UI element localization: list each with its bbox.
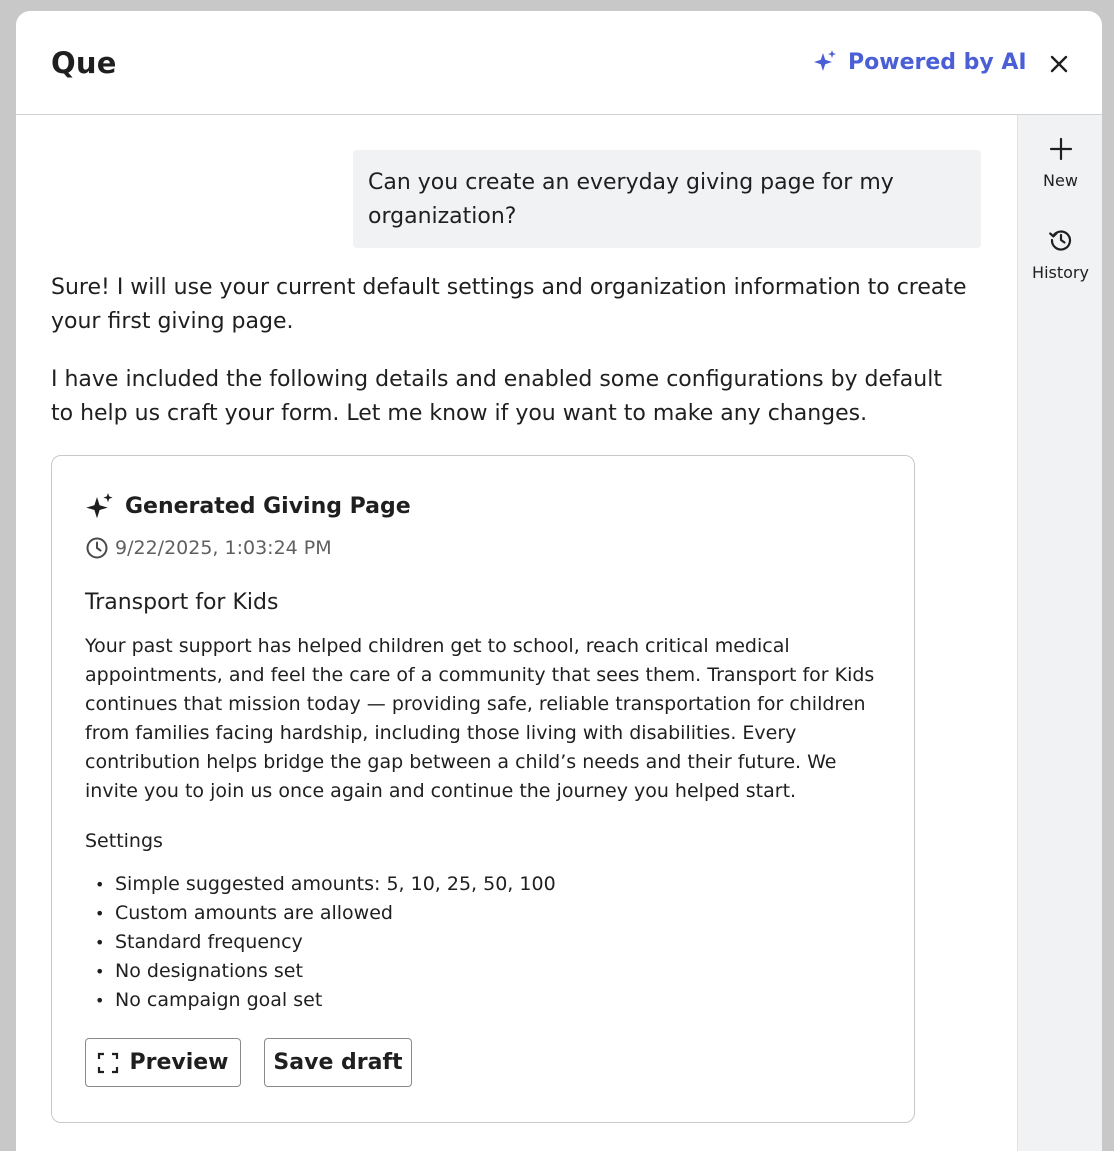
panel-title: Que bbox=[51, 46, 117, 80]
card-heading bbox=[85, 492, 411, 520]
card-heading-label: Generated Giving Page bbox=[125, 493, 411, 519]
assistant-reply-2: I have included the following details and enabled some configurations by default to help us craft your form. Let me know if you want to make any changes. bbox=[51, 367, 942, 426]
sparkle-icon bbox=[85, 492, 115, 520]
user-message-bubble: Can you create an everyday giving page for my organization? bbox=[353, 150, 981, 248]
panel-header bbox=[16, 11, 1102, 115]
settings-item: • Simple suggested amounts: 5, 10, 25, 50, 100 bbox=[85, 870, 556, 899]
expand-icon bbox=[97, 1052, 119, 1074]
plus-icon bbox=[1049, 137, 1073, 161]
settings-label: Settings bbox=[85, 830, 163, 852]
history-label: History bbox=[1032, 263, 1089, 282]
new-label: New bbox=[1043, 171, 1078, 190]
history-button[interactable] bbox=[1018, 227, 1102, 282]
close-button[interactable] bbox=[1046, 51, 1072, 77]
generated-giving-page-card bbox=[51, 455, 915, 1123]
assistant-reply-1: Sure! I will use your current default settings and organization information to create your first giving page. bbox=[51, 275, 967, 334]
settings-item: • No designations set bbox=[85, 957, 556, 986]
que-panel bbox=[16, 11, 1102, 1151]
settings-item: • Custom amounts are allowed bbox=[85, 899, 556, 928]
giving-page-title: Transport for Kids bbox=[85, 590, 279, 615]
save-draft-button[interactable]: Save draft bbox=[264, 1038, 412, 1087]
sparkle-icon bbox=[812, 49, 838, 75]
settings-item: • Standard frequency bbox=[85, 928, 556, 957]
giving-page-description: Your past support has helped children get to school, reach critical medical appointments, and feel the care of a community that sees them. Transport for Kids continues that mission today — providing safe, reliable transportation for children from families facing hardship, including those living with disabilities. Every contribution helps bridge the gap between a child’s needs and their future. We invite you to join us once again and continue the journey you helped start. bbox=[85, 635, 875, 802]
powered-by-ai-link[interactable] bbox=[812, 49, 1027, 75]
powered-by-ai-label: Powered by AI bbox=[848, 49, 1027, 75]
preview-label: Preview bbox=[129, 1050, 229, 1075]
settings-list bbox=[85, 870, 556, 1015]
new-chat-button[interactable] bbox=[1018, 137, 1102, 190]
close-icon bbox=[1046, 51, 1072, 77]
preview-button[interactable] bbox=[85, 1038, 241, 1087]
timestamp-text: 9/22/2025, 1:03:24 PM bbox=[115, 537, 332, 559]
clock-icon bbox=[85, 536, 109, 560]
history-icon bbox=[1048, 227, 1074, 253]
right-sidebar bbox=[1017, 115, 1102, 1151]
card-timestamp bbox=[85, 536, 332, 560]
settings-item: • No campaign goal set bbox=[85, 986, 556, 1015]
